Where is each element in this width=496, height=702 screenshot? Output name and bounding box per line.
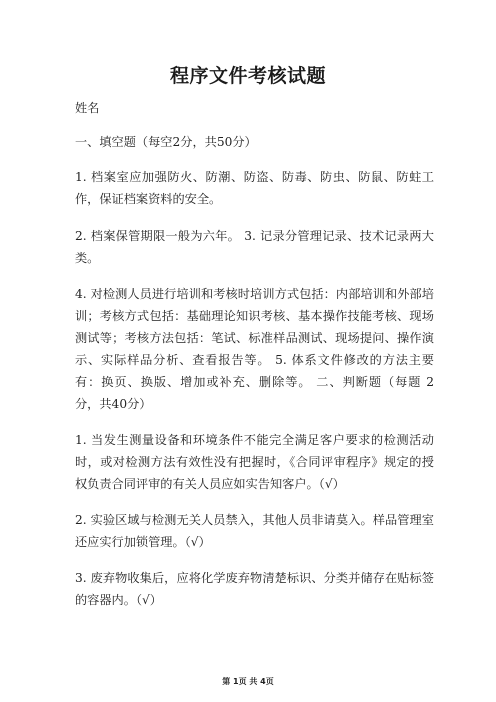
section-heading-fill-in: 一、填空题（每空2分，共50分） bbox=[75, 135, 257, 149]
document-title: 程序文件考核试题 bbox=[169, 65, 326, 87]
name-label: 姓名 bbox=[75, 101, 100, 115]
judgement-2: 2. 实验区域与检测无关人员禁入，其他人员非请莫入。样品管理室还应实行加锁管理。（√） bbox=[75, 513, 434, 549]
document-body bbox=[75, 97, 434, 611]
question-1: 1. 档案室应加强防火、防潮、防盗、防毒、防虫、防鼠、防蛀工作，保证档案资料的安全。 bbox=[75, 170, 434, 206]
judgement-1: 1. 当发生测量设备和环境条件不能完全满足客户要求的检测活动时，或对检测方法有效性没有把握时，《合同评审程序》规定的授权负责合同评审的有关人员应如实告知客户。（√） bbox=[75, 433, 434, 491]
question-4-5-and-section-2: 4. 对检测人员进行培训和考核时培训方式包括：内部培训和外部培训；考核方式包括：基础理论知识考核、基本操作技能考核、现场测试等；考核方法包括：笔试、标准样品测试、现场提问、操作演示、实际样品分析、查看报告等。 5. 体系文件修改的方法主要有：换页、换版、增加或补充、删除等。 二、判断题（每题 2 分，共40分） bbox=[75, 287, 434, 411]
page-footer: 第 1页 共 4页 bbox=[222, 677, 274, 686]
judgement-3: 3. 废弃物收集后，应将化学废弃物清楚标识、分类并储存在贴标签的容器内。（√） bbox=[75, 571, 434, 607]
question-2-3: 2. 档案保管期限一般为六年。 3. 记录分管理记录、技术记录两大类。 bbox=[75, 229, 434, 265]
